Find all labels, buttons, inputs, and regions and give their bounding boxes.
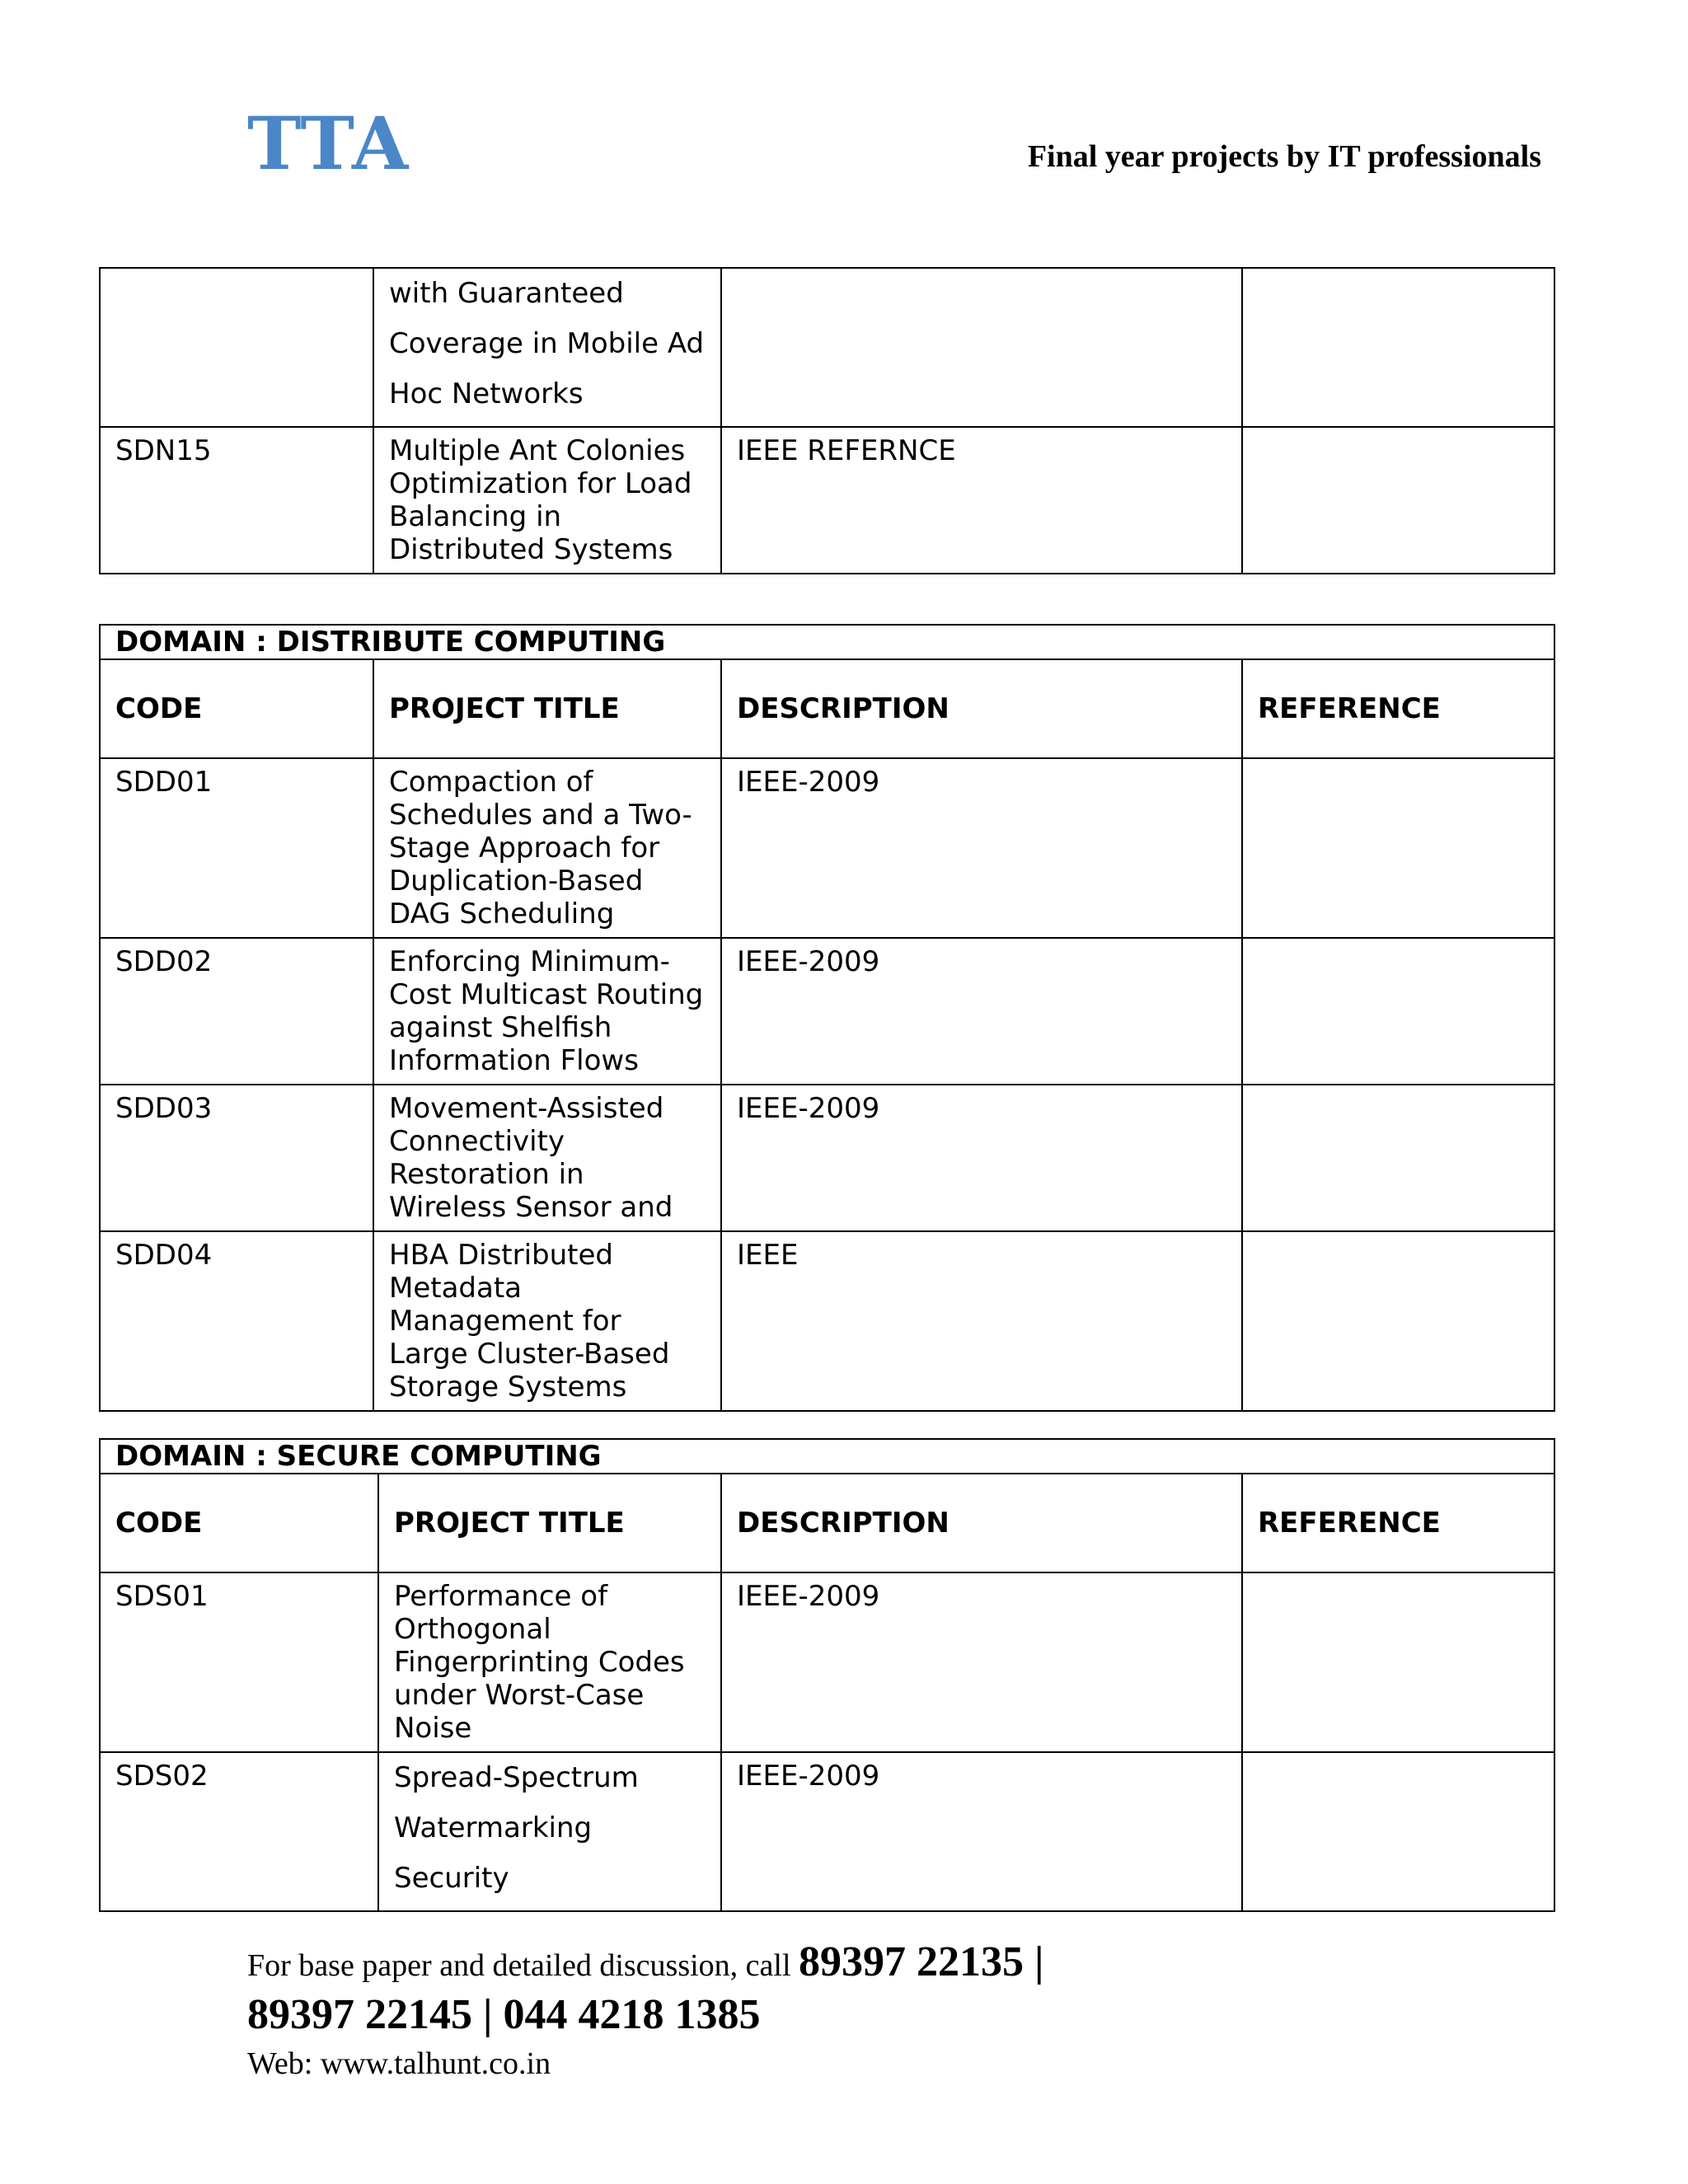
description-header: DESCRIPTION — [721, 659, 1242, 758]
title-cell — [378, 1752, 721, 1911]
header-row — [100, 1474, 1554, 1572]
reference-cell — [1242, 1752, 1554, 1911]
reference-cell — [1242, 427, 1554, 574]
reference-cell — [1242, 938, 1554, 1085]
footer — [247, 1938, 1044, 2081]
description-cell: IEEE-2009 — [721, 1752, 1242, 1911]
footer-phone-primary: 89397 22135 | — [799, 1938, 1044, 1985]
table-row — [100, 1231, 1554, 1411]
secure-computing-table — [99, 1438, 1555, 1912]
code-header: CODE — [100, 659, 373, 758]
description-header: DESCRIPTION — [721, 1474, 1242, 1572]
description-cell: IEEE REFERNCE — [721, 427, 1242, 574]
description-cell: IEEE-2009 — [721, 758, 1242, 938]
footer-phone-numbers: 89397 22145 | 044 4218 1385 — [247, 1991, 761, 2038]
title-line: Coverage in Mobile Ad — [389, 327, 705, 360]
table-row — [100, 1572, 1554, 1752]
code-cell — [100, 268, 373, 427]
code-header: CODE — [100, 1474, 378, 1572]
footer-web-link[interactable]: Web: www.talhunt.co.in — [247, 2046, 551, 2081]
code-cell: SDD04 — [100, 1231, 373, 1411]
reference-cell — [1242, 1572, 1554, 1752]
footer-call-text: For base paper and detailed discussion, call — [247, 1948, 799, 1983]
code-cell: SDN15 — [100, 427, 373, 574]
tta-logo: TTA — [247, 101, 410, 186]
header-tagline: Final year projects by IT professionals — [1027, 139, 1541, 174]
description-cell: IEEE-2009 — [721, 1085, 1242, 1231]
title-cell: HBA Distributed Metadata Management for Large Cluster-Based Storage Systems — [373, 1231, 721, 1411]
table-row — [100, 1752, 1554, 1911]
title-header: PROJECT TITLE — [378, 1474, 721, 1572]
table-row — [100, 1085, 1554, 1231]
title-header: PROJECT TITLE — [373, 659, 721, 758]
domain-label: DOMAIN : DISTRIBUTE COMPUTING — [100, 625, 1554, 659]
title-line: Spread-Spectrum — [394, 1761, 639, 1794]
table-row — [100, 758, 1554, 938]
title-cell: Multiple Ant Colonies Optimization for Load Balancing in Distributed Systems — [373, 427, 721, 574]
title-cell: Enforcing Minimum-Cost Multicast Routing against Shelfish Information Flows — [373, 938, 721, 1085]
code-cell: SDS02 — [100, 1752, 378, 1911]
title-cell — [373, 268, 721, 427]
code-cell: SDD02 — [100, 938, 373, 1085]
reference-cell — [1242, 1085, 1554, 1231]
title-line: with Guaranteed — [389, 277, 624, 310]
description-cell: IEEE — [721, 1231, 1242, 1411]
description-cell: IEEE-2009 — [721, 938, 1242, 1085]
reference-header: REFERENCE — [1242, 659, 1554, 758]
reference-header: REFERENCE — [1242, 1474, 1554, 1572]
reference-cell — [1242, 1231, 1554, 1411]
header-row — [100, 659, 1554, 758]
code-cell: SDD01 — [100, 758, 373, 938]
code-cell: SDD03 — [100, 1085, 373, 1231]
title-line: Watermarking — [394, 1811, 593, 1844]
domain-label: DOMAIN : SECURE COMPUTING — [100, 1439, 1554, 1474]
description-cell: IEEE-2009 — [721, 1572, 1242, 1752]
reference-cell — [1242, 268, 1554, 427]
reference-cell — [1242, 758, 1554, 938]
domain-row — [100, 625, 1554, 659]
continuation-table — [99, 267, 1555, 574]
footer-call-line — [247, 1938, 1044, 1985]
title-line: Security — [394, 1862, 509, 1895]
title-cell: Compaction of Schedules and a Two-Stage Approach for Duplication-Based DAG Scheduling — [373, 758, 721, 938]
table-row — [100, 268, 1554, 427]
title-line: Hoc Networks — [389, 377, 584, 410]
domain-row — [100, 1439, 1554, 1474]
distributed-computing-table — [99, 624, 1555, 1412]
table-row — [100, 427, 1554, 574]
code-cell: SDS01 — [100, 1572, 378, 1752]
title-cell: Movement-Assisted Connectivity Restoration in Wireless Sensor and — [373, 1085, 721, 1231]
table-row — [100, 938, 1554, 1085]
title-cell: Performance of Orthogonal Fingerprinting Codes under Worst-Case Noise — [378, 1572, 721, 1752]
description-cell — [721, 268, 1242, 427]
